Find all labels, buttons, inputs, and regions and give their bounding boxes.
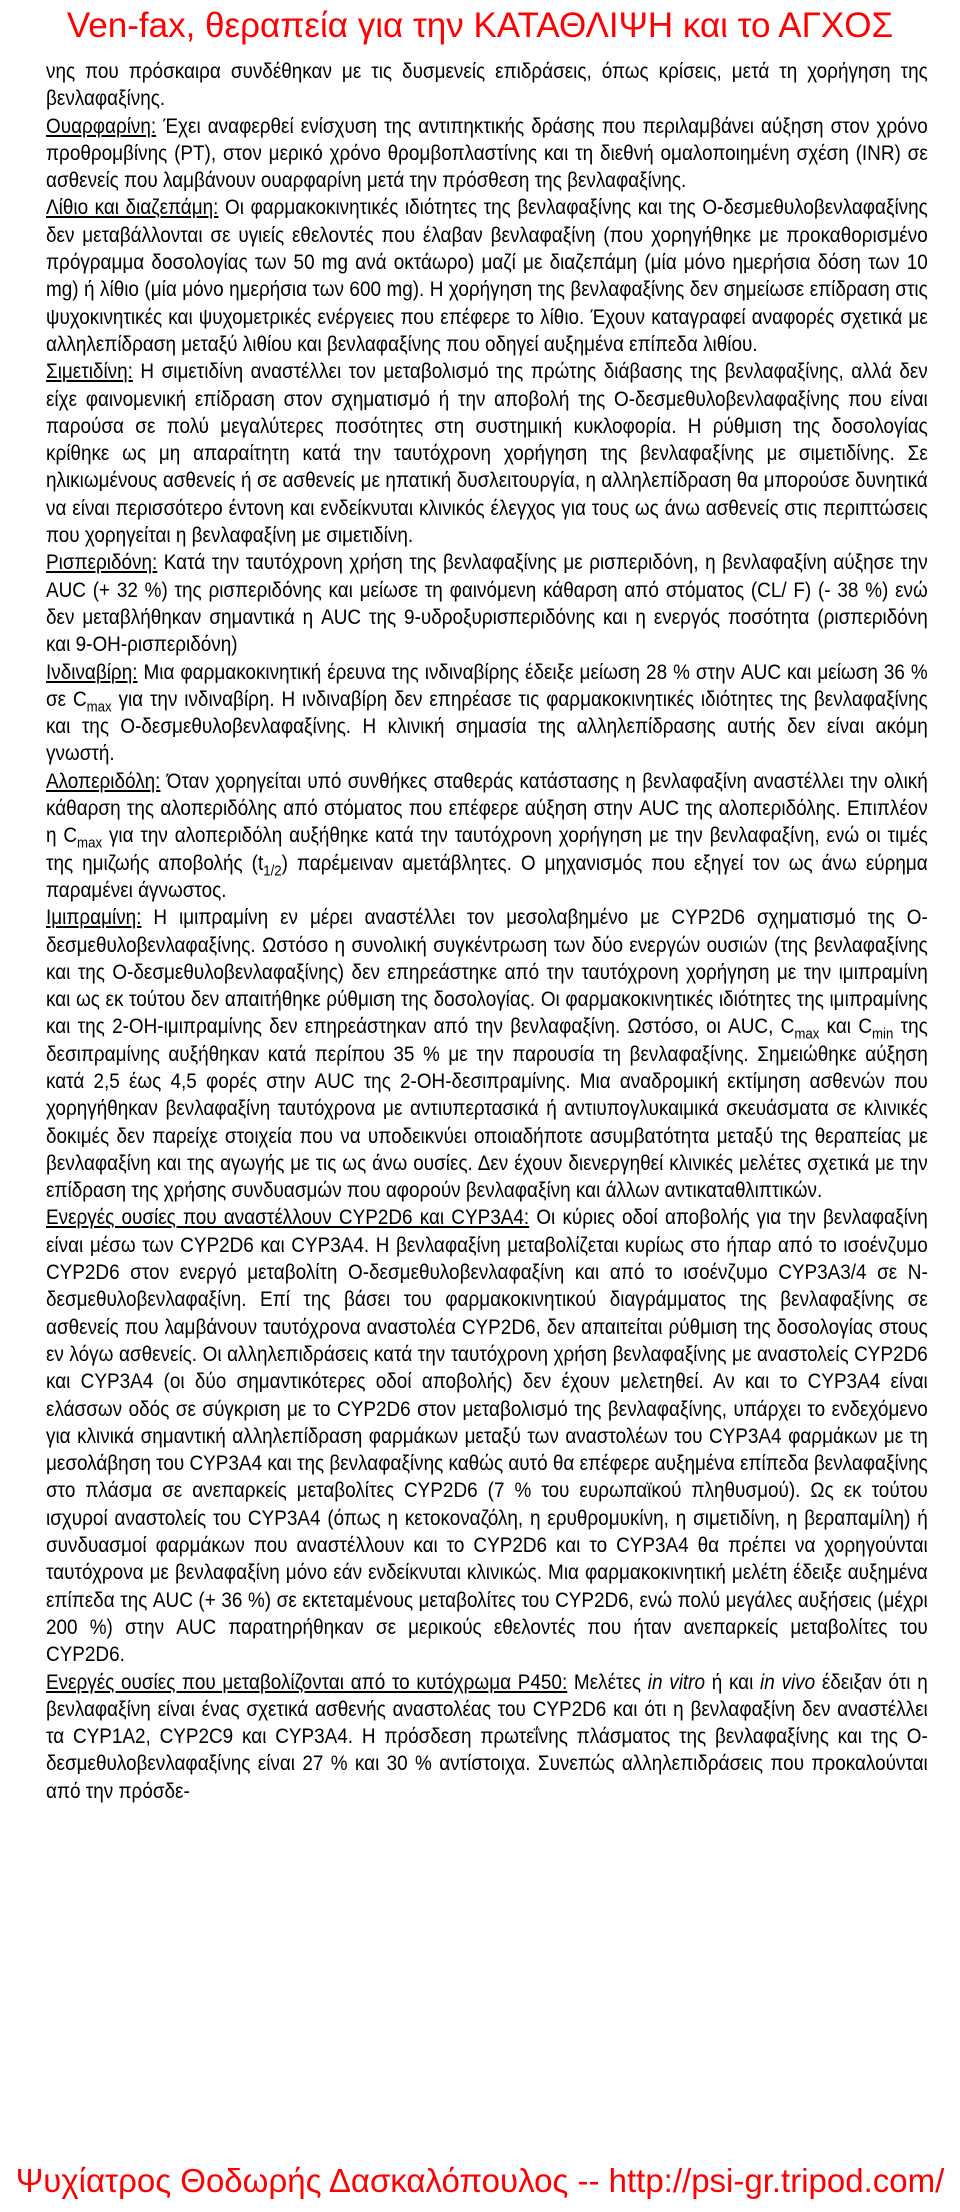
paragraph-lead: Ουαρφαρίνη: — [46, 113, 157, 138]
paragraph-text: Μια φαρμακοκινητική έρευνα της ινδιναβίρης έδειξε μείωση 28 % στην AUC και μείωση 36 % σε $C_{max}$ για την ινδιναβίρη. Η ινδιναβίρη δεν επηρέασε τις φαρμακοκινητικές ιδιότητες της βενλαφαξίνης και της Ο-δεσμεθυλοβενλαφαξίνης. Η κλινική σημασία της αλληλεπίδρασης αυτής δεν είναι ακόμη γνωστή. — [46, 659, 928, 766]
paragraph-text: Έχει αναφερθεί ενίσχυση της αντιπηκτικής δράσης που περιλαμβάνει αύξηση στον χρόνο προθρομβίνης (PT), στον μερικό χρόνο θρομβοπλαστίνης και τη διεθνή ομαλοποιημένη σχέση (INR) σε ασθενείς που λαμβάνουν ουαρφαρίνη μετά την πρόσθεση της βενλαφαξίνης. — [46, 113, 928, 193]
paragraph-indinavir — [46, 659, 928, 768]
paragraph-warfarin — [46, 113, 928, 195]
paragraph-text: Όταν χορηγείται υπό συνθήκες σταθεράς κατάστασης η βενλαφαξίνη αναστέλλει την ολική κάθαρση της αλοπεριδόλης από στόματος που επέφερε αύξηση στην AUC της αλοπεριδόλης. Επιπλέον η $C_{max}$ για την αλοπεριδόλη αυξήθηκε κατά την ταυτόχρονη χορήγηση με την βενλαφαξίνη, ενώ οι τιμές της ημιζωής αποβολής $(t_{1/2})$ παρέμειναν αμετάβλητες. Ο μηχανισμός που εξηγεί τον ως άνω εύρημα παραμένει άγνωστος. — [46, 768, 928, 902]
page-header-title: Ven-fax, θεραπεία για την ΚΑΤΑΘΛΙΨΗ και το ΑΓΧΟΣ — [66, 6, 894, 45]
paragraph-risperidone — [46, 549, 928, 658]
paragraph-text: Η ιμιπραμίνη εν μέρει αναστέλλει τον μεσολαβημένο με CYP2D6 σχηματισμό της Ο-δεσμεθυλοβενλαφαξίνης. Ωστόσο η συνολική συγκέντρωση των δύο ενεργών ουσιών (της βενλαφαξίνης και της Ο-δεσμεθυλοβενλαφαξίνης) δεν επηρεάστηκε από την ταυτόχρονη χορήγηση με την ιμιπραμίνη και ως εκ τούτου δεν απαιτήθηκε ρύθμιση της δοσολογίας. Οι φαρμακοκινητικές ιδιότητες της ιμιπραμίνης και της 2-ΟΗ-ιμιπραμίνης δεν επηρεάστηκαν από την βενλαφαξίνη. Ωστόσο, οι AUC, $C_{max}$ και $C_{min}$ της δεσιπραμίνης αυξήθηκαν κατά περίπου 35 % με την παρουσία τη βενλαφαξίνης. Σημειώθηκε αύξηση κατά 2,5 έως 4,5 φορές στην AUC της 2-ΟΗ-δεσιπραμίνης. Μια αναδρομική εκτίμηση ασθενών που χορηγήθηκαν βενλαφαξίνη ταυτόχρονα με αντιυπερτασικά ή αντιυπογλυκαιμικά σκευάσματα σε κλινικές δοκιμές δεν παρείχε στοιχεία που να υποδεικνύει οποιαδήποτε ασυμβατότητα μεταξύ της θεραπείας με βενλαφαξίνη και της αγωγής με τις ως άνω ουσίες. Δεν έχουν διενεργηθεί κλινικές μελέτες σχετικά με την επίδραση της χρήσης συνδυασμών που αφορούν βενλαφαξίνη και άλλων αντικαταθλιπτικών. — [46, 905, 928, 1203]
paragraph-text: Μελέτες in vitro ή και in vivo έδειξαν ότι η βενλαφαξίνη είναι ένας σχετικά ασθενής αναστολέας του CYP2D6 και ότι η βενλαφαξίνη δεν αναστέλλει τα CYP1A2, CYP2C9 και CYP3A4. Η πρόσδεση πρωτεΐνης πλάσματος της βενλαφαξίνης και της Ο-δεσμεθυλοβενλαφαξίνης είναι 27 % και 30 % αντίστοιχα. Συνεπώς αλληλεπιδράσεις που προκαλούνται από την πρόσδε- — [46, 1669, 928, 1803]
paragraph-lead: Ρισπεριδόνη: — [46, 550, 158, 575]
paragraph-cyp-inhibitors — [46, 1204, 928, 1668]
document-body — [46, 58, 928, 2148]
paragraph-lead: Σιμετιδίνη: — [46, 359, 133, 384]
paragraph-text: νης που πρόσκαιρα συνδέθηκαν με τις δυσμενείς επιδράσεις, όπως κρίσεις, μετά τη χορήγηση της βενλαφαξίνης. — [46, 59, 928, 111]
paragraph-text: Η σιμετιδίνη αναστέλλει τον μεταβολισμό της πρώτης διάβασης της βενλαφαξίνης, αλλά δεν είχε φαινομενική επίδραση στον σχηματισμό ή την αποβολή της Ο-δεσμεθυλοβενλαφαξίνης που είναι παρούσα σε πολύ μεγαλύτερες ποσότητες στη συστημική κυκλοφορία. Η ρύθμιση της δοσολογίας κρίθηκε ως μη απαραίτητη κατά την ταυτόχρονη χορήγηση της βενλαφαξίνης με σιμετιδίνης. Σε ηλικιωμένους ασθενείς ή σε ασθενείς με ηπατική δυσλειτουργία, η αλληλεπίδραση θα μπορούσε δυνητικά να είναι περισσότερο έντονη και ενδείκνυται κλινικός έλεγχος για τους ως άνω ασθενείς στις περιπτώσεις που χορηγείται η βενλαφαξίνη με σιμετιδίνη. — [46, 359, 928, 548]
paragraph-lead: Ενεργές ουσίες που μεταβολίζονται από το κυτόχρωμα P450: — [46, 1669, 568, 1694]
paragraph-text: Κατά την ταυτόχρονη χρήση της βενλαφαξίνης με ρισπεριδόνη, η βενλαφαξίνη αύξησε την AUC (+ 32 %) της ρισπεριδόνης και μείωσε τη φαινόμενη κάθαρση από στόματος (CL/ F) (- 38 %) ενώ δεν μεταβλήθηκαν σημαντικά η AUC της 9-υδροξυρισπεριδόνης και η ενεργός ποσότητα (ρισπεριδόνη και 9-ΟΗ-ρισπεριδόνη) — [46, 550, 928, 657]
paragraph-cimetidine — [46, 358, 928, 549]
paragraph-intro — [46, 58, 928, 113]
paragraph-lead: Ενεργές ουσίες που αναστέλλουν CYP2D6 και CYP3A4: — [46, 1205, 530, 1230]
page-footer-credit: Ψυχίατρος Θοδωρής Δασκαλόπουλος -- http://psi-gr.tripod.com/ — [15, 2162, 945, 2199]
paragraph-text: Οι φαρμακοκινητικές ιδιότητες της βενλαφαξίνης και της Ο-δεσμεθυλοβενλαφαξίνης δεν μεταβάλλονται σε υγιείς εθελοντές που έλαβαν βενλαφαξίνη (που χορηγήθηκε με προκαθορισμένο πρόγραμμα δοσολογίας των 50 mg ανά οκτάωρο) μαζί με διαζεπάμη (μία μόνο ημερήσια δόση των 10 mg) ή λίθιο (μία μόνο ημερήσια των 600 mg). Η χορήγηση της βενλαφαξίνης δεν σημείωσε επίδραση στις ψυχοκινητικές και ψυχομετρικές ενέργειες που επέφερε το λίθιο. Έχουν καταγραφεί αναφορές σχετικά με αλληλεπίδραση μεταξύ λιθίου και βενλαφαξίνης που οδηγεί αυξημένα επίπεδα λιθίου. — [46, 195, 928, 356]
paragraph-lead: Αλοπεριδόλη: — [46, 768, 161, 793]
paragraph-lithium — [46, 194, 928, 358]
paragraph-lead: Ιμιπραμίνη: — [46, 905, 142, 930]
paragraph-haloperidol — [46, 768, 928, 904]
paragraph-imipramine — [46, 904, 928, 1204]
paragraph-text: Οι κύριες οδοί αποβολής για την βενλαφαξίνη είναι μέσω των CYP2D6 και CYP3A4. Η βενλαφαξίνη μεταβολίζεται κυρίως στο ήπαρ από το ισοένζυμο CYP2D6 στον ενεργό μεταβολίτη Ο-δεσμεθυλοβενλαφαξίνη και από το ισοένζυμο CYP3A3/4 σε Ν- δεσμεθυλοβενλαφαξίνη. Επί της βάσει του φαρμακοκινητικού διαγράμματος της βενλαφαξίνης σε ασθενείς που λαμβάνουν ταυτόχρονα αναστολέα CYP2D6, δεν απαιτείται ρύθμιση της δοσολογίας στους εν λόγω ασθενείς. Οι αλληλεπιδράσεις κατά την ταυτόχρονη χρήση βενλαφαξίνης με αναστολείς CYP2D6 και CYP3A4 (οι δύο σημαντικότερες οδοί αποβολής) δεν έχουν μελετηθεί. Αν και το CYP3A4 είναι ελάσσων οδός σε σύγκριση με το CYP2D6 στον μεταβολισμό της βενλαφαξίνης, υπάρχει το ενδεχόμενο για κλινικά σημαντική αλληλεπίδραση φαρμάκων μεταξύ των αναστολέων του CYP3A4 φαρμάκων με τη μεσολάβηση του CYP3A4 και της βενλαφαξίνης καθώς αυτό θα επέφερε αυξημένα επίπεδα βενλαφαξίνης στο πλάσμα σε ανεπαρκείς μεταβολίτες CYP2D6 (7 % του ευρωπαϊκού πληθυσμού). Ως εκ τούτου ισχυροί αναστολείς του CYP3A4 (όπως η κετοκοναζόλη, η ερυθρομυκίνη, η σιμετιδίνη, η βεραπαμίλη) ή συνδυασμοί φαρμάκων που αναστέλλουν και το CYP2D6 και το CYP3A4 θα πρέπει να χορηγούνται ταυτόχρονα με βενλαφαξίνη μόνο εάν ενδείκνυται κλινικώς. Μια φαρμακοκινητική μελέτη έδειξε αυξημένα επίπεδα της AUC (+ 36 %) σε εκτεταμένους μεταβολίτες του CYP2D6, ενώ πολύ μεγάλες αυξήσεις (μέχρι 200 %) στην AUC παρατηρήθηκαν σε μερικούς εθελοντές που ήταν ανεπαρκείς μεταβολίτες του CYP2D6. — [46, 1205, 928, 1667]
paragraph-p450-substrates — [46, 1669, 928, 1805]
paragraph-lead: Λίθιο και διαζεπάμη: — [46, 195, 219, 220]
paragraph-lead: Ινδιναβίρη: — [46, 659, 138, 684]
